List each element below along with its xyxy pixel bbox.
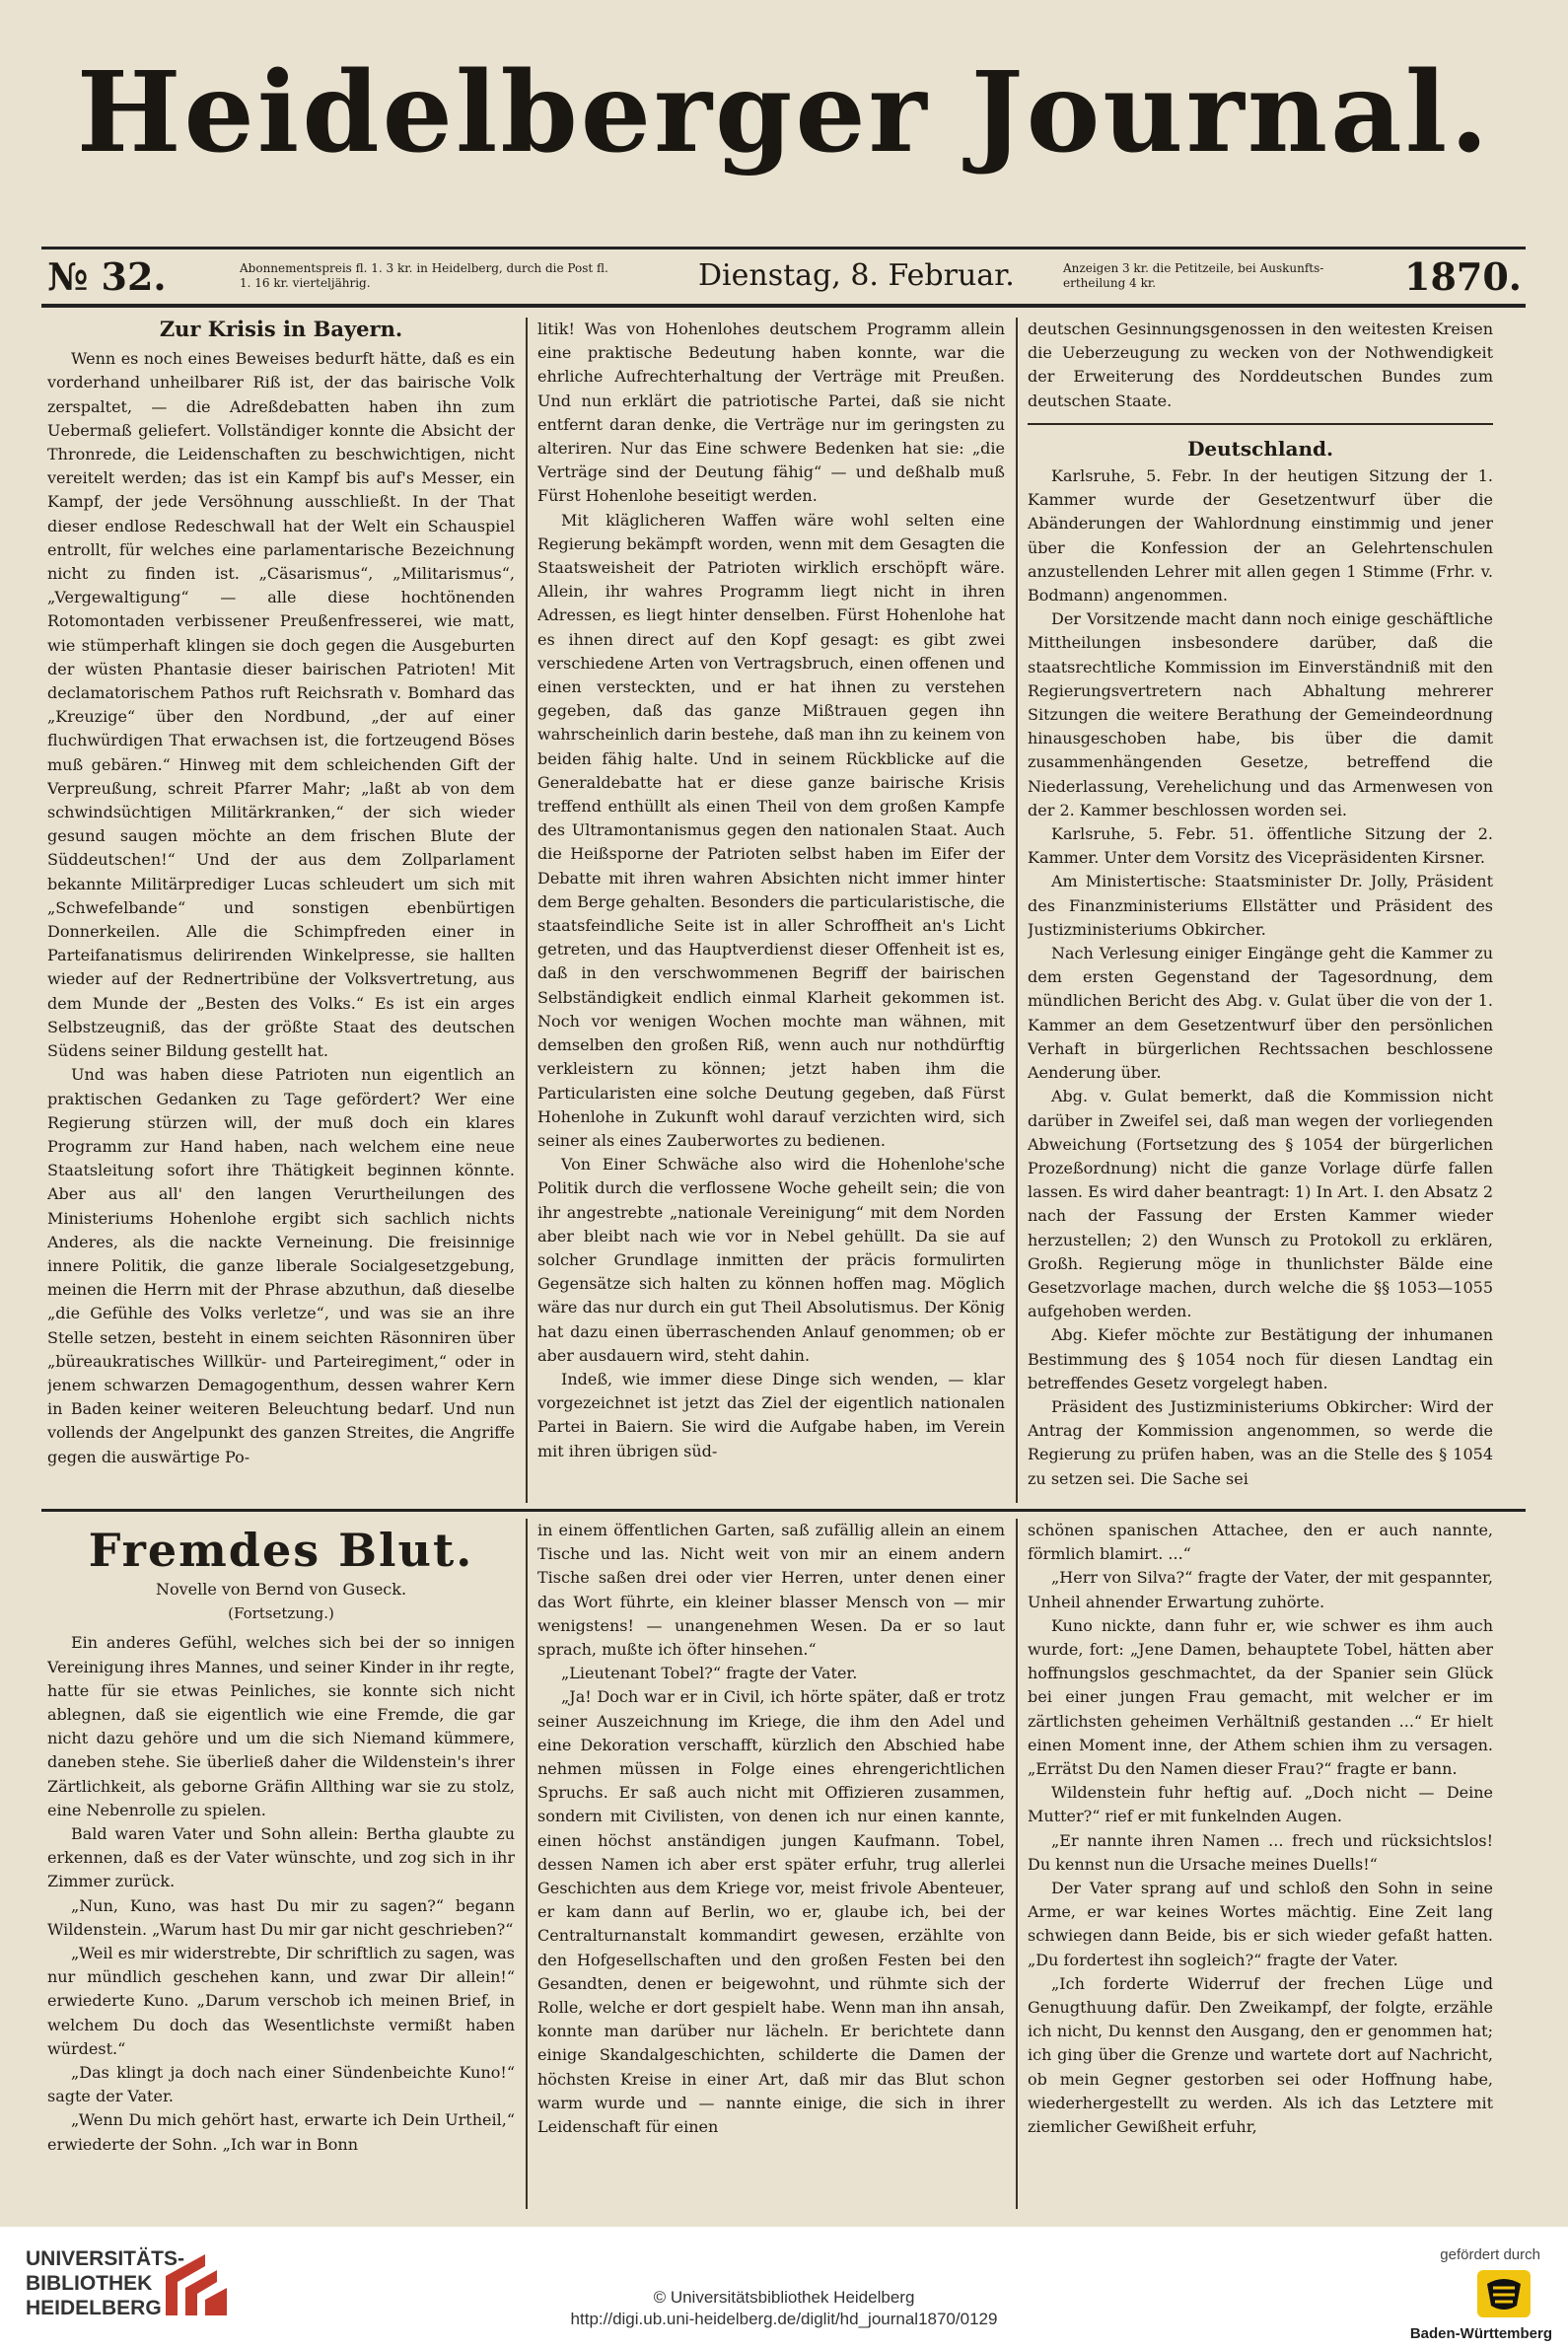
paragraph: „Ja! Doch war er in Civil, ich hörte später, daß er trotz seiner Auszeichnung im Kriege, die ihm den Adel und eine Dekoration verschafft, kürzlich den Abschied habe nehmen müssen in Folge eines ehrengerichtlichen Spruchs. Er saß auch nicht mit Offizieren zusammen, sondern mit Civilisten, von denen ich nur einen kannte, einen höchst anständigen jungen Kaufmann. Tobel, dessen Namen ich aber erst später erfuhr, trug allerlei Geschichten aus dem Kriege vor, meist frivole Abenteuer, er kam dann auf Berlin, wo er, glaube ich, bei der Centralturnanstalt kommandirt gewesen, erzählte von den Hofgesellschaften und den großen Festen bei den Gesandten, denen er beigewohnt, und rühmte sich der Rolle, welche er dort gespielt habe. Wenn man ihn ansah, konnte man darüber nur lächeln. Er berichtete dann einige Skandalgeschichten, schilderte die Damen der höchsten Kreise in einer Art, daß mir das Blut schon warm wurde und — nannte einige, die sich in ihrer Leidenschaft für einen	[537, 1687, 1005, 2137]
paragraph: Abg. Kiefer möchte zur Bestätigung der inhumanen Bestimmung des § 1054 noch für diesen Landtag ein betreffendes Gesetz vorgelegt haben.	[1028, 1325, 1493, 1392]
feuilleton-column-1	[47, 1519, 515, 2209]
article-column-3	[1028, 318, 1493, 1501]
paragraph: „Wenn Du mich gehört hast, erwarte ich Dein Urtheil,“ erwiederte der Sohn. „Ich war in Bonn	[47, 2110, 515, 2154]
paragraph: schönen spanischen Attachee, den er auch nannte, förmlich blamirt. ...“	[1028, 1521, 1493, 1564]
feuilleton-continuation: (Fortsetzung.)	[228, 1604, 334, 1623]
paragraph: Mit kläglicheren Waffen wäre wohl selten eine Regierung bekämpft worden, wenn mit dem Gesagten die Staatsweisheit der Patrioten wirklich erschöpft wäre. Allein, ihr wahres Programm liegt nicht in ihren Adressen, es liegt hinter denselben. Fürst Hohenlohe hat es ihnen direct auf den Kopf gesagt: es gibt zwei verschiedene Arten von Vertragsbruch, einen offenen und einen versteckten, und er hat ihnen zu verstehen gegeben, daß das ganze Mißtrauen gegen ihn wahrscheinlich darin bestehe, daß man ihn zu keinem von beiden fähig halte. Und in seinem Rückblicke auf die Generaldebatte hat er diese ganze bairische Krisis treffend enthüllt als einen Theil von dem großen Kampfe des Ultramontanismus gegen den nationalen Staat. Auch die Heißsporne der Patrioten selbst haben im Eifer der Debatte mit ihren wahren Absichten nicht immer hinter dem Berge gehalten. Besonders die particularistische, die staatsfeindliche Seite ist in aller Schroffheit an's Licht getreten, und das Hauptverdienst dieser Offenheit ist es, daß in den verschwommenen Begriff der bairischen Selbständigkeit endlich einmal Klarheit gekommen ist. Noch vor wenigen Wochen mochte man wähnen, mit demselben den großen Riß, wenn auch nur nothdürftig verkleistern zu können; jetzt haben ihm die Particularisten eine solche Deutung gegeben, daß Fürst Hohenlohe in Zukunft wohl darauf verzichten wird, sich seiner als eines Zauberwortes zu bedienen.	[537, 510, 1005, 1150]
library-name-line: UNIVERSITÄTS-	[26, 2247, 185, 2270]
copyright-notice: © Universitätsbibliothek Heidelberg	[653, 2288, 915, 2307]
section-rule	[1028, 423, 1493, 425]
feuilleton-title: Fremdes Blut.	[88, 1524, 474, 1577]
paragraph: Von Einer Schwäche also wird die Hohenlohe'sche Politik durch die verflossene Woche geheilt sein; die von ihr angestrebte „nationale Vereinigung“ mit dem Norden aber bleibt nach wie vor in Nebel gehüllt. Da sie auf solcher Grundlage inmitten der präcis formulirten Gegensätze sich halten zu können hoffen mag. Möglich wäre das nur durch ein gut Theil Absolutismus. Der König hat dazu einen überraschenden Anlauf genommen; ob er aber ausdauern wird, steht dahin.	[537, 1155, 1005, 1365]
paragraph: Wildenstein fuhr heftig auf. „Doch nicht — Deine Mutter?“ rief er mit funkelnden Augen.	[1028, 1783, 1493, 1826]
paragraph: Karlsruhe, 5. Febr. In der heutigen Sitzung der 1. Kammer wurde der Gesetzentwurf über die Abänderungen der Wahlordnung einstimmig und jener über die Konfession der an Gelehrtenschulen anzustellenden Lehrer mit allen gegen 1 Stimme (Frhr. v. Bodmann) angenommen.	[1028, 466, 1493, 605]
paragraph: „Weil es mir widerstrebte, Dir schriftlich zu sagen, was nur mündlich geschehen kann, und zwar Dir allein!“ erwiederte Kuno. „Darum verschob ich meinen Brief, in welchem Du doch das Wesentlichste vermißt haben würdest.“	[47, 1944, 515, 2058]
paragraph: Und was haben diese Patrioten nun eigentlich an praktischen Gedanken zu Tage gefördert? Wer eine Regierung stürzen will, der muß doch ein klares Programm zur Hand haben, nach welchem eine neue Staatsleitung sofort ihre Thätigkeit beginnen könnte. Aber aus all' den langen Verurtheilungen des Ministeriums Hohenlohe ergibt sich sachlich nichts Anderes, als die nackte Verneinung. Die freisinnige innere Politik, die ganze liberale Socialgesetzgebung, meinen die Herrn mit der Phrase abzuthun, daß dieselbe „die Gefühle des Volks verletze“, und was sie an ihre Stelle setzen, besteht in einem seichten Räsonniren über „büreaukratisches Willkür- und Parteiregiment,“ oder in jenem schwarzen Demagogenthum, dessen wahrer Kern in Baden keiner weiteren Beleuchtung bedarf. Und nun vollends der Angelpunkt des ganzen Streites, die Angriffe gegen die auswärtige Po-	[47, 1065, 515, 1466]
feuilleton-column-3	[1028, 1519, 1493, 2209]
paragraph: „Lieutenant Tobel?“ fragte der Vater.	[561, 1664, 858, 1683]
library-name-line: HEIDELBERG	[26, 2297, 162, 2319]
paragraph: Wenn es noch eines Beweises bedurft hätte, daß es ein vorderhand unheilbarer Riß ist, der das bairische Volk zerspaltet, — die Adreßdebatten haben ihn zum Uebermaß geliefert. Vollständiger konnte die Absicht der Thronrede, die Leidenschaften zu beschwichtigen, nicht vereitelt werden; das ist ein Kampf bis auf's Messer, ein Kampf, der jede Versöhnung ausschließt. In der That dieser endlose Redeschwall hat der Welt ein Schauspiel entrollt, für welches eine parlamentarische Bezeichnung nicht zu finden ist. „Cäsarismus“, „Militarismus“, „Vergewaltigung“ — alle diese hochtönenden Rotomontaden verbissener Preußenfresserei, wie matt, wie stümperhaft klingen sie doch gegen die Ausgeburten der wüsten Phantasie dieser bairischen Patrioten! Mit declamatorischem Pathos ruft Reichsrath v. Bomhard das „Kreuzige“ über den Nordbund, „der auf einer fluchwürdigen That erwachsen ist, die fortzeugend Böses muß gebären.“ Hinweg mit dem schleichenden Gift der Verpreußung, schreit Pfarrer Mahr; „laßt ab von dem schwindsüchtigen Militärkranken,“ der sich wieder gesund saugen möchte an dem frischen Blute der Süddeutschen!“ Und der aus dem Zollparlament bekannte Militärprediger Lucas schleudert um sich mit „Schwefelbande“ und sonstigen ebenbürtigen Donnerkeilen. Alle die Schimpfreden einer in Parteifanatismus delirirenden Winkelpresse, sie hallten wieder auf der Rednertribüne der Volksvertretung, aus dem Munde der „Besten des Volks.“ Es ist ein arges Selbstzeugniß, das der größte Staat des deutschen Südens seiner Bildung gestellt hat.	[47, 349, 515, 1061]
paragraph: deutschen Gesinnungsgenossen in den weitesten Kreisen die Ueberzeugung zu wecken von der Nothwendigkeit der Erweiterung des Norddeutschen Bundes zum deutschen Staate.	[1028, 320, 1493, 410]
paragraph: Am Ministertische: Staatsminister Dr. Jolly, Präsident des Finanzministeriums Ellstätter und Präsident des Justizministeriums Obkircher.	[1028, 872, 1493, 939]
paragraph: Kuno nickte, dann fuhr er, wie schwer es ihm auch wurde, fort: „Jene Damen, behauptete Tobel, hätten aber hoffnungslos geschmachtet, da der Spanier sein Glück bei einer jungen Frau gemacht, mit welcher er im zärtlichsten geheimen Verhältniß gestanden ...“ Er hielt einen Moment inne, der Athem schien ihm zu versagen. „Errätst Du den Namen dieser Frau?“ fragte er bann.	[1028, 1615, 1493, 1779]
subscription-price: Abonnementspreis fl. 1. 3 kr. in Heidelberg, durch die Post fl. 1. 16 kr. vierteljährig.	[240, 261, 608, 290]
paragraph: „Das klingt ja doch nach einer Sündenbeichte Kuno!“ sagte der Vater.	[47, 2063, 515, 2106]
issue-bar	[47, 254, 1522, 302]
issue-number: № 32.	[47, 254, 167, 299]
masthead-rule-bottom	[41, 304, 1526, 308]
paragraph: „Herr von Silva?“ fragte der Vater, der mit gespannter, Unheil ahnender Erwartung zuhörte.	[1028, 1568, 1493, 1611]
feuilleton-rule	[41, 1509, 1526, 1512]
paragraph: Der Vater sprang auf und schloß den Sohn in seine Arme, er war keines Wortes mächtig. Eine Zeit lang schwiegen dann Beide, bis er sich wieder gefaßt hatten. „Du fordertest ihn sogleich?“ fragte der Vater.	[1028, 1879, 1493, 1969]
paragraph: Indeß, wie immer diese Dinge sich wenden, — klar vorgezeichnet ist jetzt das Ziel der eigentlich nationalen Partei in Baiern. Sie wird die Aufgabe haben, im Verein mit ihren übrigen süd-	[537, 1369, 1005, 1460]
coat-of-arms-icon	[1477, 2270, 1531, 2317]
article-heading-bavaria: Zur Krisis in Bayern.	[159, 318, 403, 341]
column-divider	[1016, 318, 1018, 1503]
paragraph: Präsident des Justizministeriums Obkircher: Wird der Antrag der Kommission angenommen, so werde die Regierung zu prüfen haben, was an die Stelle des § 1054 zu setzen sei. Die Sache sei	[1028, 1396, 1493, 1488]
funded-by-label: gefördert durch	[1440, 2246, 1540, 2263]
section-heading-deutschland: Deutschland.	[1187, 436, 1333, 461]
column-divider	[526, 1519, 528, 2209]
paragraph: Abg. v. Gulat bemerkt, daß die Kommission nicht darüber in Zweifel sei, daß man wegen der vorliegenden Abweichung (Fortsetzung des § 1054 der bürgerlichen Prozeßordnung) nicht die ganze Vorlage dürfe fallen lassen. Es wird daher beantragt: 1) In Art. I. den Absatz 2 nach der Fassung der Ersten Kammer wieder herzustellen; 2) den Wunsch zu Protokoll zu erklären, Großh. Regierung möge in thunlichster Bälde eine Gesetzvorlage machen, durch welche die §§ 1053—1055 aufgehoben werden.	[1028, 1087, 1493, 1321]
paragraph: litik! Was von Hohenlohes deutschem Programm allein eine praktische Bedeutung haben konnte, war die ehrliche Aufrechterhaltung der Verträge mit Preußen. Und nun erklärt die patriotische Partei, daß sie nicht entfernt daran denke, die Verträge nur im geringsten zu alteriren. Nur das Eine schwere Bedenken hat sie: „die Verträge sind der Deutung fähig“ — und deßhalb muß Fürst Hohenlohe beseitigt werden.	[537, 320, 1005, 506]
paragraph: Bald waren Vater und Sohn allein: Bertha glaubte zu erkennen, daß es der Vater wünschte, und zog sich in ihr Zimmer zurück.	[47, 1824, 515, 1891]
paragraph: Nach Verlesung einiger Eingänge geht die Kammer zu dem ersten Gegenstand der Tagesordnung, dem mündlichen Bericht des Abg. v. Gulat über die von der 1. Kammer an dem Gesetzentwurf über den persönlichen Verhaft in bürgerlichen Rechtssachen beschlossene Aenderung über.	[1028, 944, 1493, 1083]
issue-date: Dienstag, 8. Februar.	[698, 258, 1015, 293]
paragraph: Ein anderes Gefühl, welches sich bei der so innigen Vereinigung ihres Mannes, und seiner Kinder in ihr regte, hatte für sie etwas Peinliches, sie konnte sich nicht ablegnen, daß sie eigentlich wie eine Fremde, die gar nicht dazu gehöre und um die sich Niemand kümmere, daneben stehe. Sie überließ daher die Wildenstein's ihrer Zärtlichkeit, als geborne Gräfin Allthing war sie zu stolz, eine Nebenrolle zu spielen.	[47, 1633, 515, 1819]
permalink-url[interactable]: http://digi.ub.uni-heidelberg.de/diglit/hd_journal1870/0129	[570, 2310, 998, 2328]
state-name: Baden-Württemberg	[1409, 2325, 1552, 2342]
paragraph: „Er nannte ihren Namen ... frech und rücksichtslos! Du kennst nun die Ursache meines Duells!“	[1028, 1830, 1493, 1874]
paragraph: in einem öffentlichen Garten, saß zufällig allein an einem Tische und las. Nicht weit von mir an einem andern Tische saßen drei oder vier Herren, unter denen einer das Wort führte, ein kleiner blasser Mensch von — mir wenigstens! — unangenehmen Wesen. Da er so laut sprach, mußte ich öfter hinsehen.“	[537, 1521, 1005, 1660]
feuilleton-byline: Novelle von Bernd von Guseck.	[155, 1580, 407, 1599]
column-divider	[526, 318, 528, 1503]
paragraph: „Ich forderte Widerruf der frechen Lüge und Genugthuung dafür. Den Zweikampf, der folgte, erzähle ich nicht, Du kennst den Ausgang, den er genommen hat; ich ging über die Grenze und wartete dort auf Nachricht, ob mein Gegner gestorben sei oder Hoffnung habe, wiederhergestellt zu werden. Als ich das Letztere mit ziemlicher Gewißheit erfuhr,	[1028, 1973, 1493, 2137]
article-column-1	[47, 318, 515, 1501]
feuilleton-column-2	[537, 1519, 1005, 2209]
advertising-price: Anzeigen 3 kr. die Petitzeile, bei Auskunfts-ertheilung 4 kr.	[1063, 261, 1324, 290]
masthead-rule-top	[41, 247, 1526, 249]
library-footer	[0, 2227, 1568, 2349]
paragraph: „Nun, Kuno, was hast Du mir zu sagen?“ begann Wildenstein. „Warum hast Du mir gar nicht geschrieben?“	[47, 1895, 515, 1939]
article-column-2	[537, 318, 1005, 1501]
masthead-title: Heidelberger Journal.	[76, 48, 1492, 178]
column-divider	[1016, 1519, 1018, 2209]
paragraph: Der Vorsitzende macht dann noch einige geschäftliche Mittheilungen insbesondere darüber, daß die staatsrechtliche Kommission im Einverständniß mit den Regierungsvertretern nach Abhaltung mehrerer Sitzungen die weitere Berathung der Gemeindeordnung hinausgeschoben habe, bis über die damit zusammenhängenden Gesetze, betreffend die Niederlassung, Verehelichung und das Armenwesen von der 2. Kammer beschlossen worden sei.	[1028, 609, 1493, 819]
issue-year: 1870.	[1404, 254, 1522, 299]
paragraph: Karlsruhe, 5. Febr. 51. öffentliche Sitzung der 2. Kammer. Unter dem Vorsitz des Vicepräsidenten Kirsner.	[1028, 824, 1493, 868]
library-name-line: BIBLIOTHEK	[26, 2272, 153, 2295]
